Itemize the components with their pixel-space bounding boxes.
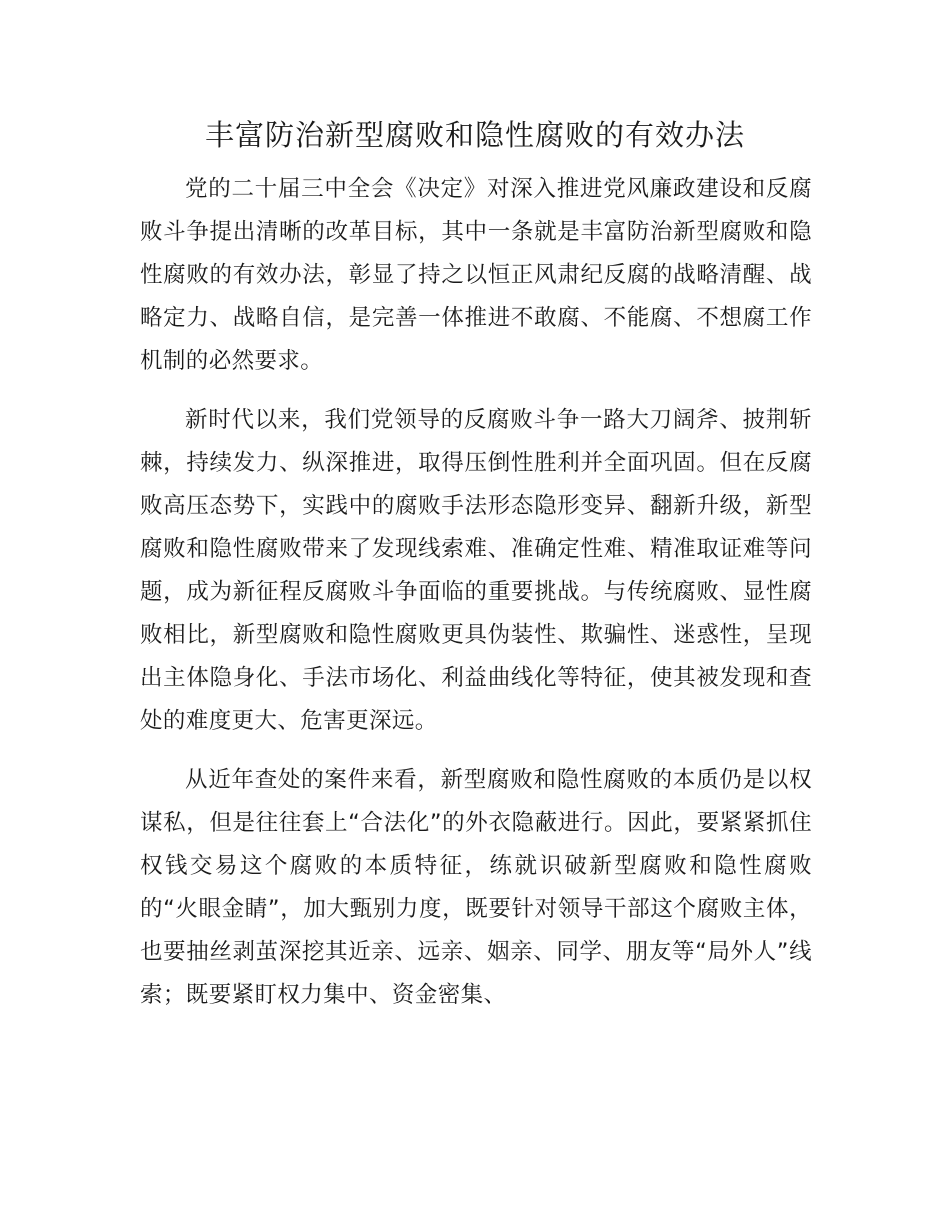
paragraph-1: 党的二十届三中全会《决定》对深入推进党风廉政建设和反腐败斗争提出清晰的改革目标，其中一条就是丰富防治新型腐败和隐性腐败的有效办法，彰显了持之以恒正风肃纪反腐的战略清醒、战略定力、战略自信，是完善一体推进不敢腐、不能腐、不想腐工作机制的必然要求。 [140,176,812,374]
paragraph-2: 新时代以来，我们党领导的反腐败斗争一路大刀阔斧、披荆斩棘，持续发力、纵深推进，取得压倒性胜利并全面巩固。但在反腐败高压态势下，实践中的腐败手法形态隐形变异、翻新升级，新型腐败和隐性腐败带来了发现线索难、准确定性难、精准取证难等问题，成为新征程反腐败斗争面临的重要挑战。与传统腐败、显性腐败相比，新型腐败和隐性腐败更具伪装性、欺骗性、迷惑性，呈现出主体隐身化、手法市场化、利益曲线化等特征，使其被发现和查处的难度更大、危害更深远。 [140,407,812,734]
document-title: 丰富防治新型腐败和隐性腐败的有效办法 [204,118,745,152]
paragraph-3: 从近年查处的案件来看，新型腐败和隐性腐败的本质仍是以权谋私，但是往往套上“合法化”的外衣隐蔽进行。因此，要紧紧抓住权钱交易这个腐败的本质特征，练就识破新型腐败和隐性腐败的“火眼金睛”，加大甄别力度，既要针对领导干部这个腐败主体，也要抽丝剥茧深挖其近亲、远亲、姻亲、同学、朋友等“局外人”线索；既要紧盯权力集中、资金密集、 [140,767,812,1008]
document-body [140,168,812,1033]
